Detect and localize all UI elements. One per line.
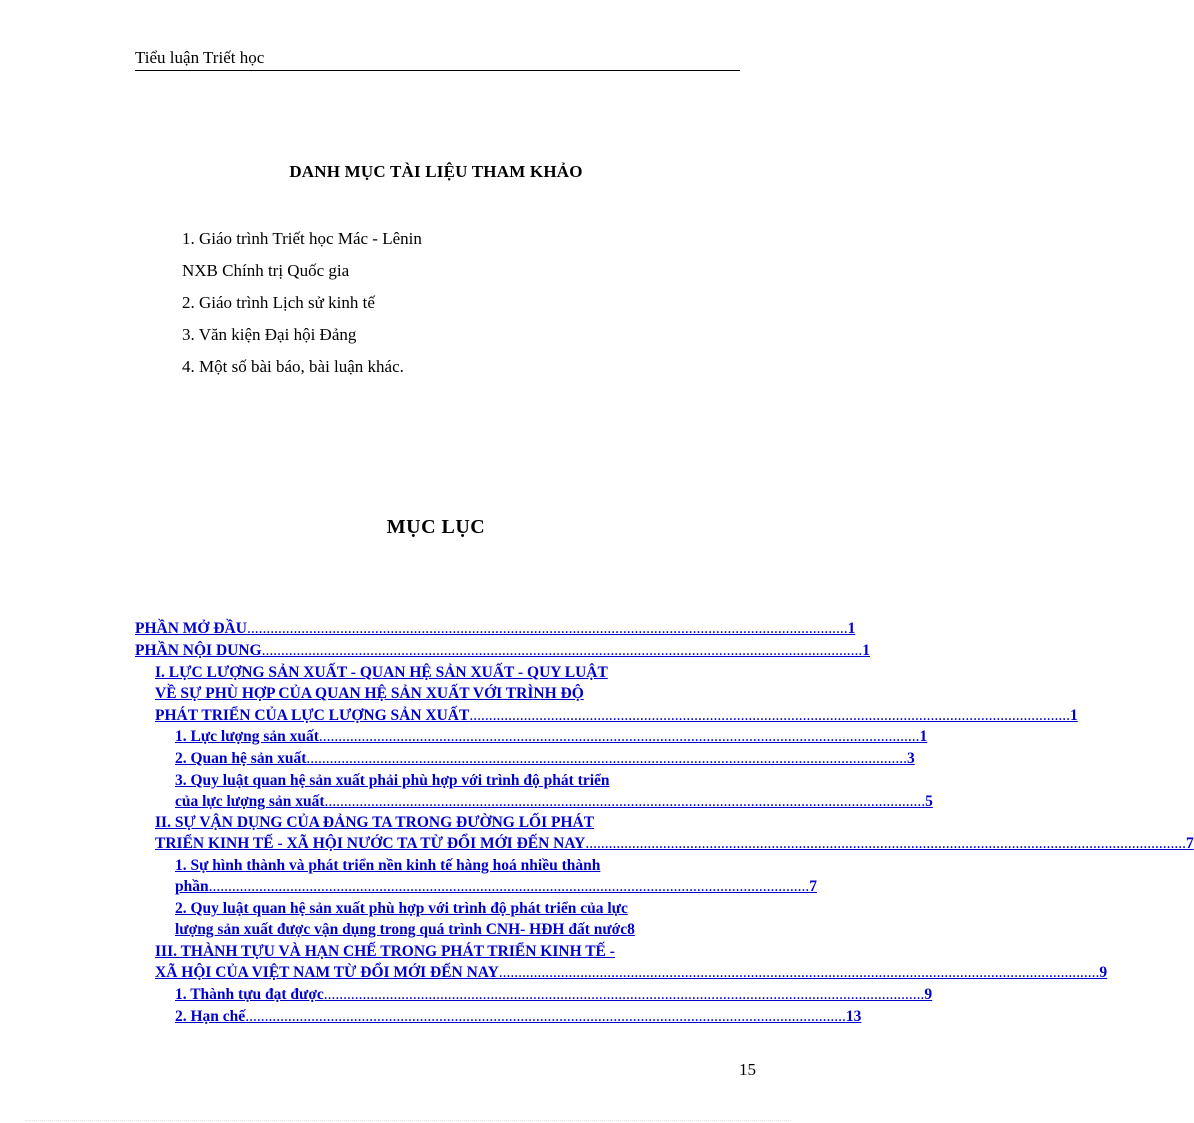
toc-entry-text: II. SỰ VẬN DỤNG CỦA ĐẢNG TA TRONG ĐƯỜNG LỐI PHÁT	[155, 814, 595, 831]
toc-entry-section-3[interactable]	[155, 941, 1108, 984]
running-header: Tiểu luận Triết học	[135, 48, 740, 71]
toc-page-number: 5	[925, 793, 933, 811]
toc-entry-text: XÃ HỘI CỦA VIỆT NAM TỪ ĐỔI MỚI ĐẾN NAY	[155, 964, 499, 982]
toc-leader-dots: ...........................................................................................................................................................	[318, 728, 920, 745]
toc-entry-section-2[interactable]	[155, 812, 1194, 855]
toc-entry-text: lượng sản xuất được vận dụng trong quá trình CNH- HĐH đất nước	[175, 921, 628, 939]
toc-leader-dots: ...........................................................................................................................................................	[306, 750, 907, 767]
toc-leader-dots: ...........................................................................................................................................................	[246, 620, 848, 637]
toc-leader-dots: ...........................................................................................................................................................	[324, 793, 926, 811]
toc-entry-3-2[interactable]	[175, 1006, 862, 1027]
toc-entry-noi-dung[interactable]	[135, 640, 870, 661]
toc-leader-dots: ...........................................................................................................................................................	[245, 1008, 846, 1025]
toc-entry-text: TRIỂN KINH TẾ - XÃ HỘI NƯỚC TA TỪ ĐỔI MỚI ĐẾN NAY	[155, 835, 586, 853]
toc-entry-3-1[interactable]	[175, 984, 933, 1005]
toc-leader-dots: ...........................................................................................................................................................	[469, 706, 1070, 724]
toc-entry-text: 1. Lực lượng sản xuất	[175, 728, 319, 745]
references-list	[182, 226, 422, 386]
toc-entry-text: PHẦN MỞ ĐẦU	[135, 620, 247, 637]
toc-leader-dots: ...........................................................................................................................................................	[261, 642, 863, 659]
toc-entry-text: phần	[175, 878, 209, 896]
toc-entry-text: của lực lượng sản xuất	[175, 793, 325, 811]
toc-entry-mo-dau[interactable]	[135, 618, 856, 639]
toc-page-number: 7	[1185, 835, 1194, 853]
reference-item: 4. Một số bài báo, bài luận khác.	[182, 357, 404, 376]
toc-page-number: 9	[924, 986, 933, 1003]
toc-leader-dots: ...........................................................................................................................................................	[498, 964, 1100, 982]
page-bottom-rule	[25, 1120, 791, 1121]
reference-item: 2. Giáo trình Lịch sử kinh tế	[182, 293, 375, 312]
toc-entry-text: PHÁT TRIỂN CỦA LỰC LƯỢNG SẢN XUẤT	[155, 706, 470, 724]
toc-page-number: 1	[862, 642, 870, 659]
toc-title: MỤC LỤC	[386, 516, 486, 538]
toc-page-number: 3	[906, 750, 915, 767]
toc-entry-2-1[interactable]	[175, 855, 817, 898]
toc-page-number: 13	[845, 1008, 862, 1025]
toc-entry-text: VỀ SỰ PHÙ HỢP CỦA QUAN HỆ SẢN XUẤT VỚI TRÌNH ĐỘ	[155, 685, 584, 703]
toc-entry-1-1[interactable]	[175, 726, 928, 747]
toc-page-number: 7	[809, 878, 817, 896]
toc-page-number: 1	[847, 620, 856, 637]
toc-leader-dots: ...........................................................................................................................................................	[208, 878, 810, 896]
toc-page-number: 1	[1069, 706, 1078, 724]
toc-entry-text: 1. Sự hình thành và phát triển nền kinh tế hàng hoá nhiều thành	[175, 857, 601, 874]
toc-entry-text: PHẦN NỘI DUNG	[135, 642, 262, 659]
toc-entry-text: III. THÀNH TỰU VÀ HẠN CHẾ TRONG PHÁT TRIỂN KINH TẾ -	[155, 943, 615, 960]
toc-entry-1-2[interactable]	[175, 748, 915, 769]
page-number: 15	[739, 1060, 756, 1079]
reference-item: 1. Giáo trình Triết học Mác - Lênin	[182, 229, 422, 248]
toc-entry-text: 1. Thành tựu đạt được	[175, 986, 324, 1003]
toc-page-number: 8	[627, 921, 635, 939]
reference-item: 3. Văn kiện Đại hội Đảng	[182, 325, 357, 344]
reference-item: NXB Chính trị Quốc gia	[182, 261, 350, 280]
references-title: DANH MỤC TÀI LIỆU THAM KHẢO	[289, 162, 583, 181]
toc-entry-text: 2. Quy luật quan hệ sản xuất phù hợp với trình độ phát triển của lực	[175, 900, 628, 917]
toc-entry-text: 3. Quy luật quan hệ sản xuất phải phù hợp với trình độ phát triển	[175, 772, 610, 789]
toc-entry-text: 2. Quan hệ sản xuất	[175, 750, 307, 767]
toc-entry-section-1[interactable]	[155, 662, 1078, 726]
toc-leader-dots: ...........................................................................................................................................................	[585, 835, 1186, 853]
toc-entry-text: 2. Hạn chế	[175, 1008, 246, 1025]
toc-entry-1-3[interactable]	[175, 770, 933, 813]
toc-leader-dots: ...........................................................................................................................................................	[323, 986, 925, 1003]
toc-entry-2-2[interactable]	[175, 898, 747, 941]
toc-entry-text: I. LỰC LƯỢNG SẢN XUẤT - QUAN HỆ SẢN XUẤT - QUY LUẬT	[155, 664, 608, 681]
toc-page-number: 1	[919, 728, 928, 745]
toc-page-number: 9	[1099, 964, 1108, 982]
